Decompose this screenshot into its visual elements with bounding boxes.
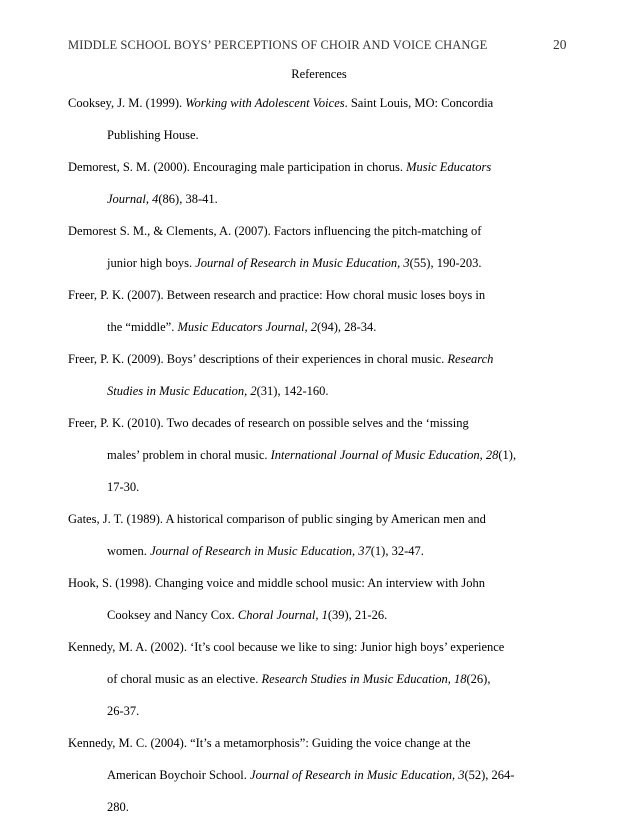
- text-segment: (39), 21-26.: [327, 608, 388, 622]
- reference-entry: [68, 157, 588, 221]
- text-segment: 26-37.: [107, 704, 140, 718]
- running-head: MIDDLE SCHOOL BOYS’ PERCEPTIONS OF CHOIR AND VOICE CHANGE: [68, 38, 488, 52]
- reference-line: [68, 669, 588, 701]
- reference-line: [68, 509, 588, 541]
- reference-entry: [68, 285, 588, 349]
- reference-line: [68, 93, 588, 125]
- italic-segment: Journal of Research in Music Education: [150, 544, 352, 558]
- italic-segment: Music Educators: [406, 160, 492, 174]
- text-segment: Freer, P. K. (2010). Two decades of research on possible selves and the ‘missing: [68, 416, 469, 430]
- italic-segment: International Journal of Music Education, 28: [270, 448, 499, 462]
- italic-segment: Choral Journal, 1: [237, 608, 328, 622]
- text-segment: ,: [352, 544, 359, 558]
- reference-line: [68, 413, 588, 445]
- reference-line: [68, 733, 588, 765]
- text-segment: Kennedy, M. A. (2002). ‘It’s cool because we like to sing: Junior high boys’ experience: [68, 640, 505, 654]
- text-segment: Publishing House.: [107, 128, 199, 142]
- text-segment: American Boychoir School.: [107, 768, 251, 782]
- text-segment: (86), 38-41.: [158, 192, 218, 206]
- text-segment: . Saint Louis, MO: Concordia: [344, 96, 494, 110]
- reference-entry: [68, 733, 588, 829]
- text-segment: women.: [107, 544, 151, 558]
- reference-entry: [68, 349, 588, 413]
- text-segment: (1),: [498, 448, 517, 462]
- text-segment: Freer, P. K. (2009). Boys’ descriptions of their experiences in choral music.: [68, 352, 448, 366]
- text-segment: Hook, S. (1998). Changing voice and middle school music: An interview with John: [68, 576, 485, 590]
- text-segment: junior high boys.: [107, 256, 196, 270]
- reference-line: [68, 637, 588, 669]
- italic-segment: Research Studies in Music Education, 18: [261, 672, 467, 686]
- reference-entry: [68, 573, 588, 637]
- text-segment: Demorest, S. M. (2000). Encouraging male participation in chorus.: [68, 160, 407, 174]
- text-segment: Cooksey and Nancy Cox.: [107, 608, 238, 622]
- reference-line: [68, 253, 588, 285]
- reference-line: [68, 157, 588, 189]
- text-segment: the “middle”.: [107, 320, 178, 334]
- reference-line: [68, 285, 588, 317]
- text-segment: Kennedy, M. C. (2004). “It’s a metamorphosis”: Guiding the voice change at the: [68, 736, 471, 750]
- text-segment: Demorest S. M., & Clements, A. (2007). Factors influencing the pitch-matching of: [68, 224, 482, 238]
- reference-line: [68, 317, 588, 349]
- italic-segment: Music Educators Journal, 2: [177, 320, 318, 334]
- page-number: 20: [553, 37, 567, 52]
- reference-line: [68, 605, 588, 637]
- reference-line: [68, 541, 588, 573]
- reference-line: [68, 701, 588, 733]
- reference-entry: [68, 221, 588, 285]
- reference-entry: [68, 637, 588, 733]
- reference-line: [68, 221, 588, 253]
- reference-entry: [68, 413, 588, 509]
- italic-segment: Research: [447, 352, 494, 366]
- reference-line: [68, 765, 588, 797]
- text-segment: (94), 28-34.: [317, 320, 377, 334]
- text-segment: (1), 32-47.: [370, 544, 424, 558]
- text-segment: (55), 190-203.: [409, 256, 482, 270]
- reference-line: [68, 445, 588, 477]
- reference-line: [68, 125, 588, 157]
- reference-line: [68, 349, 588, 381]
- reference-entry: [68, 509, 588, 573]
- text-segment: of choral music as an elective.: [107, 672, 262, 686]
- reference-line: [68, 477, 588, 509]
- italic-segment: Journal, 4: [107, 192, 159, 206]
- reference-line: [68, 573, 588, 605]
- reference-list: [68, 93, 588, 829]
- reference-line: [68, 381, 588, 413]
- text-segment: males’ problem in choral music.: [107, 448, 271, 462]
- text-segment: Cooksey, J. M. (1999).: [68, 96, 186, 110]
- italic-segment: Journal of Research in Music Education, 3: [250, 768, 465, 782]
- italic-segment: Working with Adolescent Voices: [185, 96, 345, 110]
- text-segment: Freer, P. K. (2007). Between research and practice: How choral music loses boys in: [68, 288, 486, 302]
- italic-segment: Studies in Music Education, 2: [107, 384, 257, 398]
- text-segment: Gates, J. T. (1989). A historical comparison of public singing by American men and: [68, 512, 486, 526]
- references-heading: References: [291, 67, 347, 81]
- italic-segment: 37: [358, 544, 371, 558]
- text-segment: (31), 142-160.: [256, 384, 329, 398]
- reference-entry: [68, 93, 588, 157]
- text-segment: 17-30.: [107, 480, 140, 494]
- reference-line: [68, 189, 588, 221]
- text-segment: 280.: [107, 800, 129, 814]
- reference-line: [68, 797, 588, 829]
- text-segment: (52), 264-: [464, 768, 515, 782]
- text-segment: (26),: [466, 672, 491, 686]
- italic-segment: Journal of Research in Music Education, 3: [195, 256, 410, 270]
